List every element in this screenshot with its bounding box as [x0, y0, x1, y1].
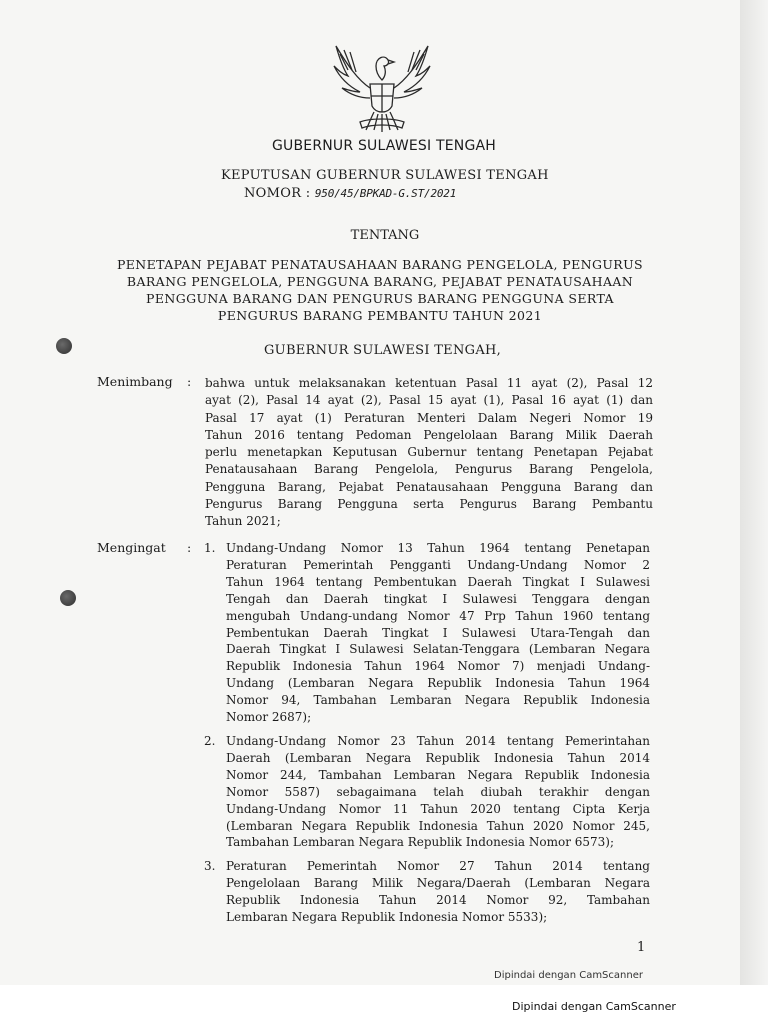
text-line: (Lembaran Negara Republik Indonesia Tahun 2020 Nomor 245,	[226, 818, 650, 833]
text-line: Republik Indonesia Tahun 1964 Nomor 7) menjadi Undang-	[226, 659, 650, 674]
subject-line: PENGGUNA BARANG DAN PENGURUS BARANG PENGGUNA SERTA	[146, 291, 614, 306]
menimbang-label: Menimbang	[97, 374, 173, 389]
decree-number-value: 950/45/BPKAD-G.ST/2021	[314, 187, 457, 200]
text-line: Republik Indonesia Tahun 2014 Nomor 92, Tambahan	[226, 892, 650, 907]
garuda-emblem	[330, 36, 434, 134]
text-line: Pembentukan Daerah Tingkat I Sulawesi Utara-Tengah dan	[226, 625, 650, 640]
decree-number-label: NOMOR :	[244, 186, 311, 201]
text-line: Pengelolaan Barang Milik Negara/Daerah (Lembaran Negara	[226, 875, 650, 890]
subject-line: BARANG PENGELOLA, PENGGUNA BARANG, PEJABAT PENATAUSAHAAN	[126, 274, 634, 289]
governor-caption: GUBERNUR SULAWESI TENGAH,	[264, 343, 502, 358]
text-line: Pengurus Barang Pengguna serta Pengurus Barang Pembantu	[205, 497, 653, 512]
mengingat-label: Mengingat	[97, 540, 166, 555]
decree-subject	[110, 256, 650, 324]
text-line: mengubah Undang-undang Nomor 47 Prp Tahun 1960 tentang	[226, 608, 650, 623]
decree-title: KEPUTUSAN GUBERNUR SULAWESI TENGAH	[221, 168, 549, 183]
text-line: Nomor 5587) sebagaimana telah diubah terakhir dengan	[226, 784, 650, 799]
text-line: Undang (Lembaran Negara Republik Indonesia Tahun 1964	[226, 676, 650, 691]
tentang-heading: TENTANG	[350, 228, 420, 243]
governor-title: GUBERNUR SULAWESI TENGAH	[271, 138, 496, 154]
menimbang-text	[205, 375, 653, 531]
item-number: 2.	[204, 734, 216, 748]
text-line: bahwa untuk melaksanakan ketentuan Pasal 11 ayat (2), Pasal 12	[205, 376, 653, 390]
text-line: Nomor 244, Tambahan Lembaran Negara Republik Indonesia	[226, 767, 650, 782]
text-line: Daerah Tingkat I Sulawesi Selatan-Tenggara (Lembaran Negara	[226, 642, 650, 657]
item-number: 3.	[204, 859, 216, 873]
punch-hole	[56, 338, 72, 354]
text-line: Pengguna Barang, Pejabat Penatausahaan Pengguna Barang dan	[205, 479, 653, 494]
text-line: Tengah dan Daerah tingkat I Sulawesi Tenggara dengan	[226, 591, 650, 606]
text-line: Lembaran Negara Republik Indonesia Nomor 5533);	[226, 909, 548, 924]
decree-number	[244, 186, 456, 201]
text-line: Tambahan Lembaran Negara Republik Indonesia Nomor 6573);	[226, 835, 615, 850]
text-line: Daerah (Lembaran Negara Republik Indonesia Tahun 2014	[226, 750, 650, 765]
menimbang-colon: :	[187, 374, 192, 389]
text-line: ayat (2), Pasal 14 ayat (2), Pasal 15 ayat (1), Pasal 16 ayat (1) dan	[205, 393, 653, 408]
text-line: Pasal 17 ayat (1) Peraturan Menteri Dalam Negeri Nomor 19	[205, 410, 653, 425]
text-line: Peraturan Pemerintah Pengganti Undang-Undang Nomor 2	[226, 557, 650, 572]
mengingat-colon: :	[187, 540, 192, 555]
text-line: Nomor 94, Tambahan Lembaran Negara Republik Indonesia	[226, 693, 650, 708]
page-number: 1	[637, 940, 646, 955]
text-line: Penatausahaan Barang Pengelola, Pengurus Barang Pengelola,	[205, 462, 653, 477]
text-line: Undang-Undang Nomor 11 Tahun 2020 tentang Cipta Kerja	[226, 801, 650, 816]
text-line: Tahun 2021;	[205, 514, 281, 529]
text-line: Undang-Undang Nomor 13 Tahun 1964 tentang Penetapan	[226, 541, 650, 555]
text-line: Nomor 2687);	[226, 710, 312, 725]
text-line: Peraturan Pemerintah Nomor 27 Tahun 2014 tentang	[226, 859, 650, 873]
text-line: Tahun 2016 tentang Pedoman Pengelolaan Barang Milik Daerah	[205, 427, 653, 442]
text-line: Tahun 1964 tentang Pembentukan Daerah Tingkat I Sulawesi	[226, 574, 650, 589]
text-line: Undang-Undang Nomor 23 Tahun 2014 tentang Pemerintahan	[226, 734, 650, 748]
subject-line: PENETAPAN PEJABAT PENATAUSAHAAN BARANG PENGELOLA, PENGURUS	[116, 257, 644, 272]
item-number: 1.	[204, 541, 216, 555]
scanner-watermark-outer: Dipindai dengan CamScanner	[512, 1000, 676, 1013]
punch-hole	[60, 590, 76, 606]
text-line: perlu menetapkan Keputusan Gubernur tentang Penetapan Pejabat	[205, 445, 653, 460]
subject-line: PENGURUS BARANG PEMBANTU TAHUN 2021	[217, 308, 543, 323]
scanner-watermark: Dipindai dengan CamScanner	[494, 970, 643, 981]
